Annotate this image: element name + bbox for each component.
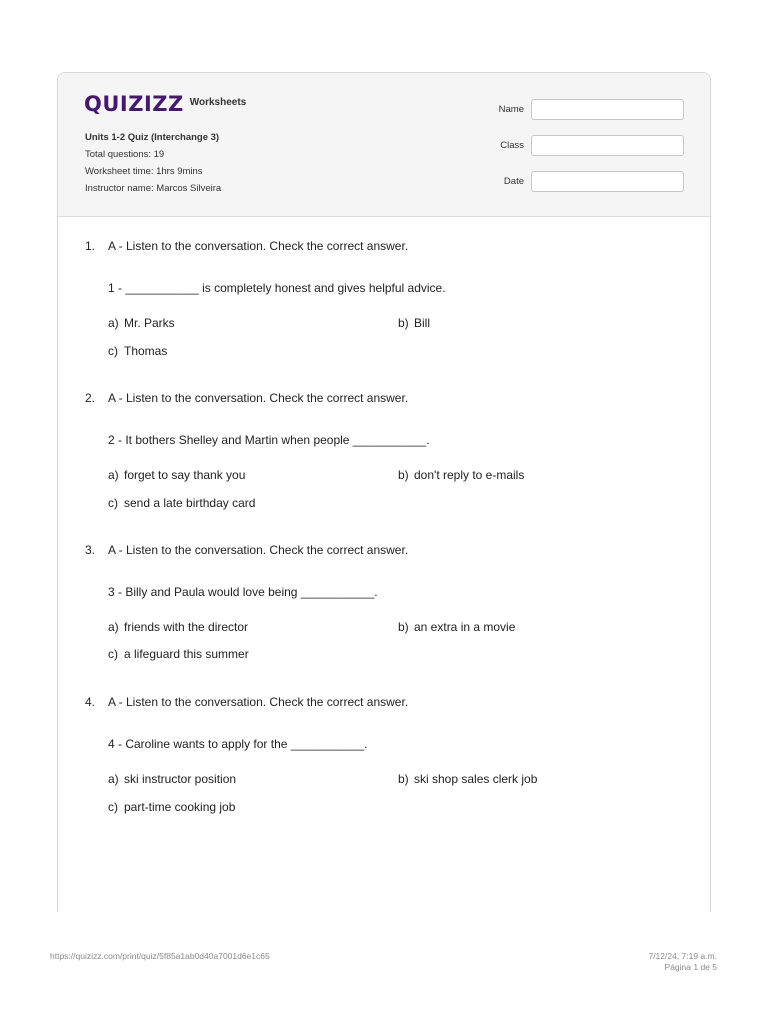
date-input[interactable]	[531, 171, 684, 192]
option-a[interactable]	[108, 468, 245, 482]
question-number: 4.	[85, 695, 96, 709]
name-field-row	[498, 99, 684, 120]
question-title: A - Listen to the conversation. Check the correct answer.	[108, 391, 409, 405]
option-c[interactable]	[108, 647, 249, 661]
option-text: send a late birthday card	[124, 496, 256, 510]
question-prompt: 3 - Billy and Paula would love being ___________.	[108, 585, 378, 599]
option-text: friends with the director	[124, 620, 249, 634]
option-a[interactable]	[108, 620, 248, 634]
option-text: Bill	[414, 316, 431, 330]
question-title: A - Listen to the conversation. Check the correct answer.	[108, 695, 409, 709]
option-letter: a)	[108, 316, 119, 330]
option-b[interactable]	[398, 620, 515, 634]
option-letter: b)	[398, 468, 409, 482]
quiz-meta	[85, 129, 221, 197]
total-questions: Total questions: 19	[85, 149, 165, 160]
option-text: ski instructor position	[124, 772, 237, 786]
option-c[interactable]	[108, 496, 255, 510]
option-letter: a)	[108, 772, 119, 786]
class-label: Class	[500, 140, 524, 151]
name-label: Name	[498, 104, 524, 115]
option-a[interactable]	[108, 772, 236, 786]
option-text: a lifeguard this summer	[124, 647, 249, 661]
option-c[interactable]	[108, 344, 167, 358]
worksheet-time: Worksheet time: 1hrs 9mins	[85, 166, 203, 177]
option-text: ski shop sales clerk job	[414, 772, 538, 786]
option-text: Mr. Parks	[124, 316, 175, 330]
option-text: part-time cooking job	[124, 800, 236, 814]
question-title: A - Listen to the conversation. Check the correct answer.	[108, 239, 409, 253]
option-b[interactable]	[398, 772, 537, 786]
option-b[interactable]	[398, 468, 524, 482]
option-a[interactable]	[108, 316, 175, 330]
footer-meta	[648, 951, 717, 973]
option-letter: c)	[108, 496, 118, 510]
worksheet-sheet	[57, 72, 711, 912]
option-letter: a)	[108, 620, 119, 634]
option-text: don't reply to e-mails	[414, 468, 525, 482]
option-letter: c)	[108, 344, 118, 358]
question-number: 1.	[85, 239, 96, 253]
option-text: Thomas	[124, 344, 168, 358]
footer-page-number: Página 1 de 5	[664, 962, 717, 972]
question-number: 2.	[85, 391, 96, 405]
option-text: forget to say thank you	[124, 468, 246, 482]
option-letter: b)	[398, 772, 409, 786]
name-input[interactable]	[531, 99, 684, 120]
footer-datetime: 7/12/24, 7:19 a.m.	[648, 951, 717, 961]
option-letter: a)	[108, 468, 119, 482]
option-text: an extra in a movie	[414, 620, 516, 634]
question-prompt: 1 - ___________ is completely honest and gives helpful advice.	[108, 281, 446, 295]
question-prompt: 2 - It bothers Shelley and Martin when people ___________.	[108, 433, 430, 447]
date-label: Date	[503, 176, 524, 187]
footer-url: https://quizizz.com/print/quiz/5f85a1ab0d40a7001d6e1c65	[50, 951, 270, 961]
option-letter: c)	[108, 800, 118, 814]
option-c[interactable]	[108, 800, 235, 814]
option-letter: c)	[108, 647, 118, 661]
worksheet-header	[58, 73, 710, 217]
class-input[interactable]	[531, 135, 684, 156]
option-letter: b)	[398, 316, 409, 330]
brand	[84, 93, 246, 115]
option-letter: b)	[398, 620, 409, 634]
option-b[interactable]	[398, 316, 430, 330]
instructor-name: Instructor name: Marcos Silveira	[85, 183, 222, 194]
question-number: 3.	[85, 543, 96, 557]
quiz-title: Units 1-2 Quiz (Interchange 3)	[85, 132, 220, 143]
brand-subtitle: Worksheets	[189, 96, 247, 108]
quizizz-logo: QUIZIZZ	[84, 92, 184, 116]
question-title: A - Listen to the conversation. Check the correct answer.	[108, 543, 409, 557]
question-prompt: 4 - Caroline wants to apply for the ___________.	[108, 737, 368, 751]
class-field-row	[498, 135, 684, 156]
date-field-row	[498, 171, 684, 192]
